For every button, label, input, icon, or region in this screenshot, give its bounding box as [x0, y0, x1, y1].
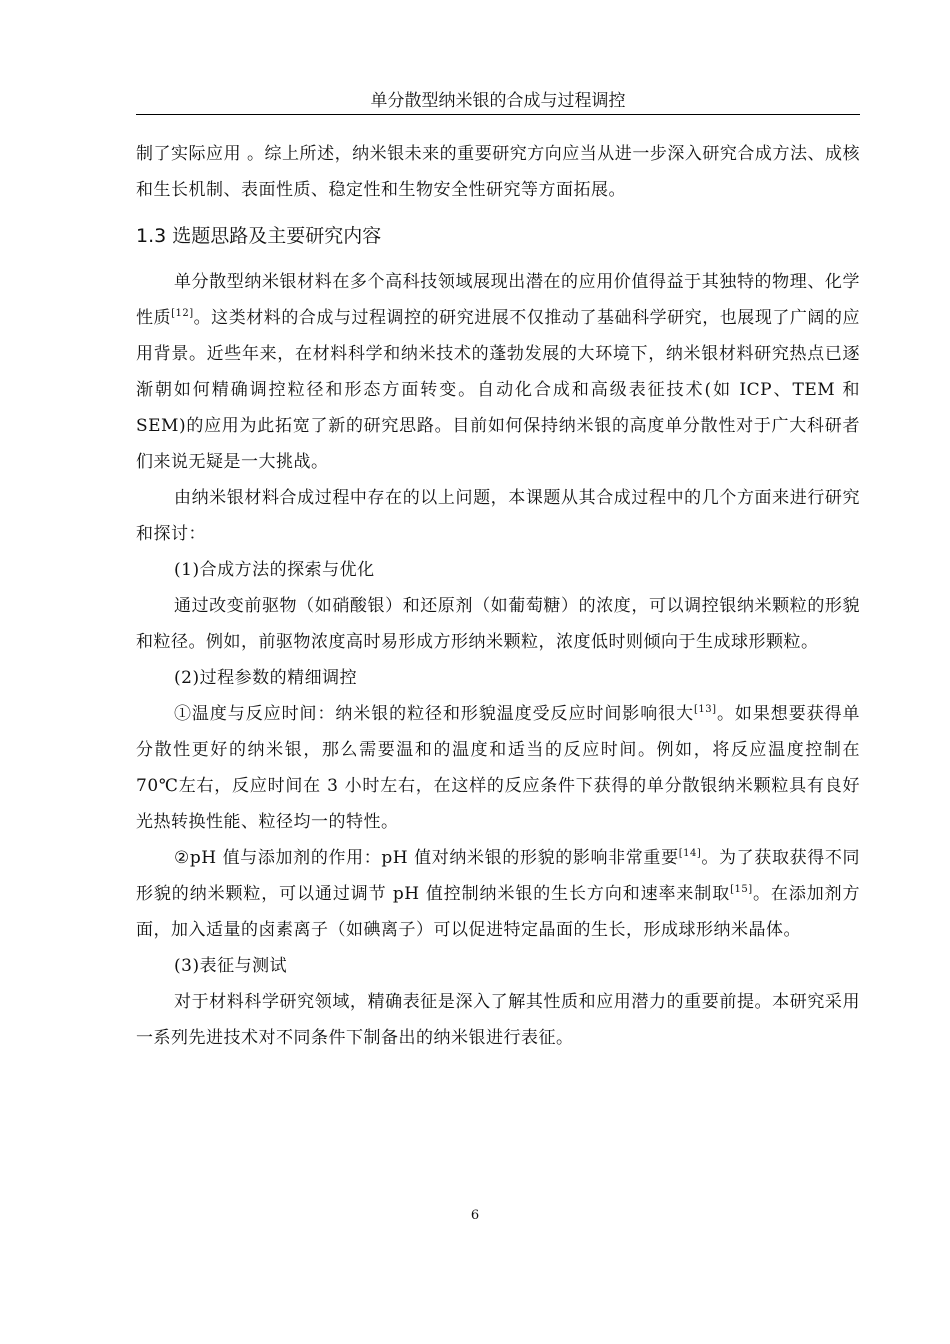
paragraph-ph-additives — [136, 840, 860, 948]
page-body — [136, 136, 860, 1056]
citation-ref: [13] — [694, 704, 717, 715]
citation-ref: [12] — [171, 308, 194, 319]
header-rule — [136, 114, 860, 115]
item-heading-synthesis: (1)合成方法的探索与优化 — [174, 560, 375, 580]
paragraph-text: 。在添加剂方面，加入适量的卤素离子（如碘离子）可以促进特定晶面的生长，形成球形纳米晶体。 — [136, 884, 861, 940]
paragraph-research-aspects: 由纳米银材料合成过程中存在的以上问题，本课题从其合成过程中的几个方面来进行研究和探讨： — [136, 488, 860, 544]
item-heading-process: (2)过程参数的精细调控 — [174, 668, 358, 688]
paragraph-intro-tail: 制了实际应用 。综上所述，纳米银未来的重要研究方向应当从进一步深入研究合成方法、成核和生长机制、表面性质、稳定性和生物安全性研究等方面拓展。 — [136, 144, 860, 200]
paragraph-text: 。如果想要获得单分散性更好的纳米银，那么需要温和的温度和适当的反应时间。例如，将反应温度控制在 70℃左右，反应时间在 3 小时左右，在这样的反应条件下获得的单分散银纳米颗粒具有良好光热转换性能、粒径均一的特性。 — [136, 704, 860, 832]
paragraph-characterization: 对于材料科学研究领域，精确表征是深入了解其性质和应用潜力的重要前提。本研究采用一系列先进技术对不同条件下制备出的纳米银进行表征。 — [136, 992, 860, 1048]
page-number: 6 — [470, 1208, 480, 1223]
citation-ref: [15] — [730, 884, 753, 895]
item-heading-characterization: (3)表征与测试 — [174, 956, 288, 976]
paragraph-topic-overview — [136, 264, 860, 480]
running-header: 单分散型纳米银的合成与过程调控 — [370, 91, 626, 111]
paragraph-synthesis: 通过改变前驱物（如硝酸银）和还原剂（如葡萄糖）的浓度，可以调控银纳米颗粒的形貌和粒径。例如，前驱物浓度高时易形成方形纳米颗粒，浓度低时则倾向于生成球形颗粒。 — [136, 596, 860, 652]
paragraph-text: 。为了获取获得不同形貌的纳米颗粒，可以通过调节 pH 值控制纳米银的生长方向和速率来制取 — [136, 848, 860, 904]
paragraph-text: 。这类材料的合成与过程调控的研究进展不仅推动了基础科学研究，也展现了广阔的应用背景。近些年来，在材料科学和纳米技术的蓬勃发展的大环境下，纳米银材料研究热点已逐渐朝如何精确调控粒径和形态方面转变。自动化合成和高级表征技术(如 ICP、TEM 和 SEM)的应用为此拓宽了新的研究思路。目前如何保持纳米银的高度单分散性对于广大科研者们来说无疑是一大挑战。 — [136, 308, 861, 472]
paragraph-text: ①温度与反应时间：纳米银的粒径和形貌温度受反应时间影响很大 — [174, 704, 695, 724]
paragraph-temperature-time — [136, 696, 860, 840]
citation-ref: [14] — [678, 848, 702, 859]
paragraph-text: ②pH 值与添加剂的作用：pH 值对纳米银的形貌的影响非常重要 — [174, 848, 679, 868]
paragraph-text: 单分散型纳米银材料在多个高科技领域展现出潜在的应用价值得益于其独特的物理、化学性质 — [136, 272, 860, 328]
section-heading: 1.3 选题思路及主要研究内容 — [136, 225, 382, 247]
